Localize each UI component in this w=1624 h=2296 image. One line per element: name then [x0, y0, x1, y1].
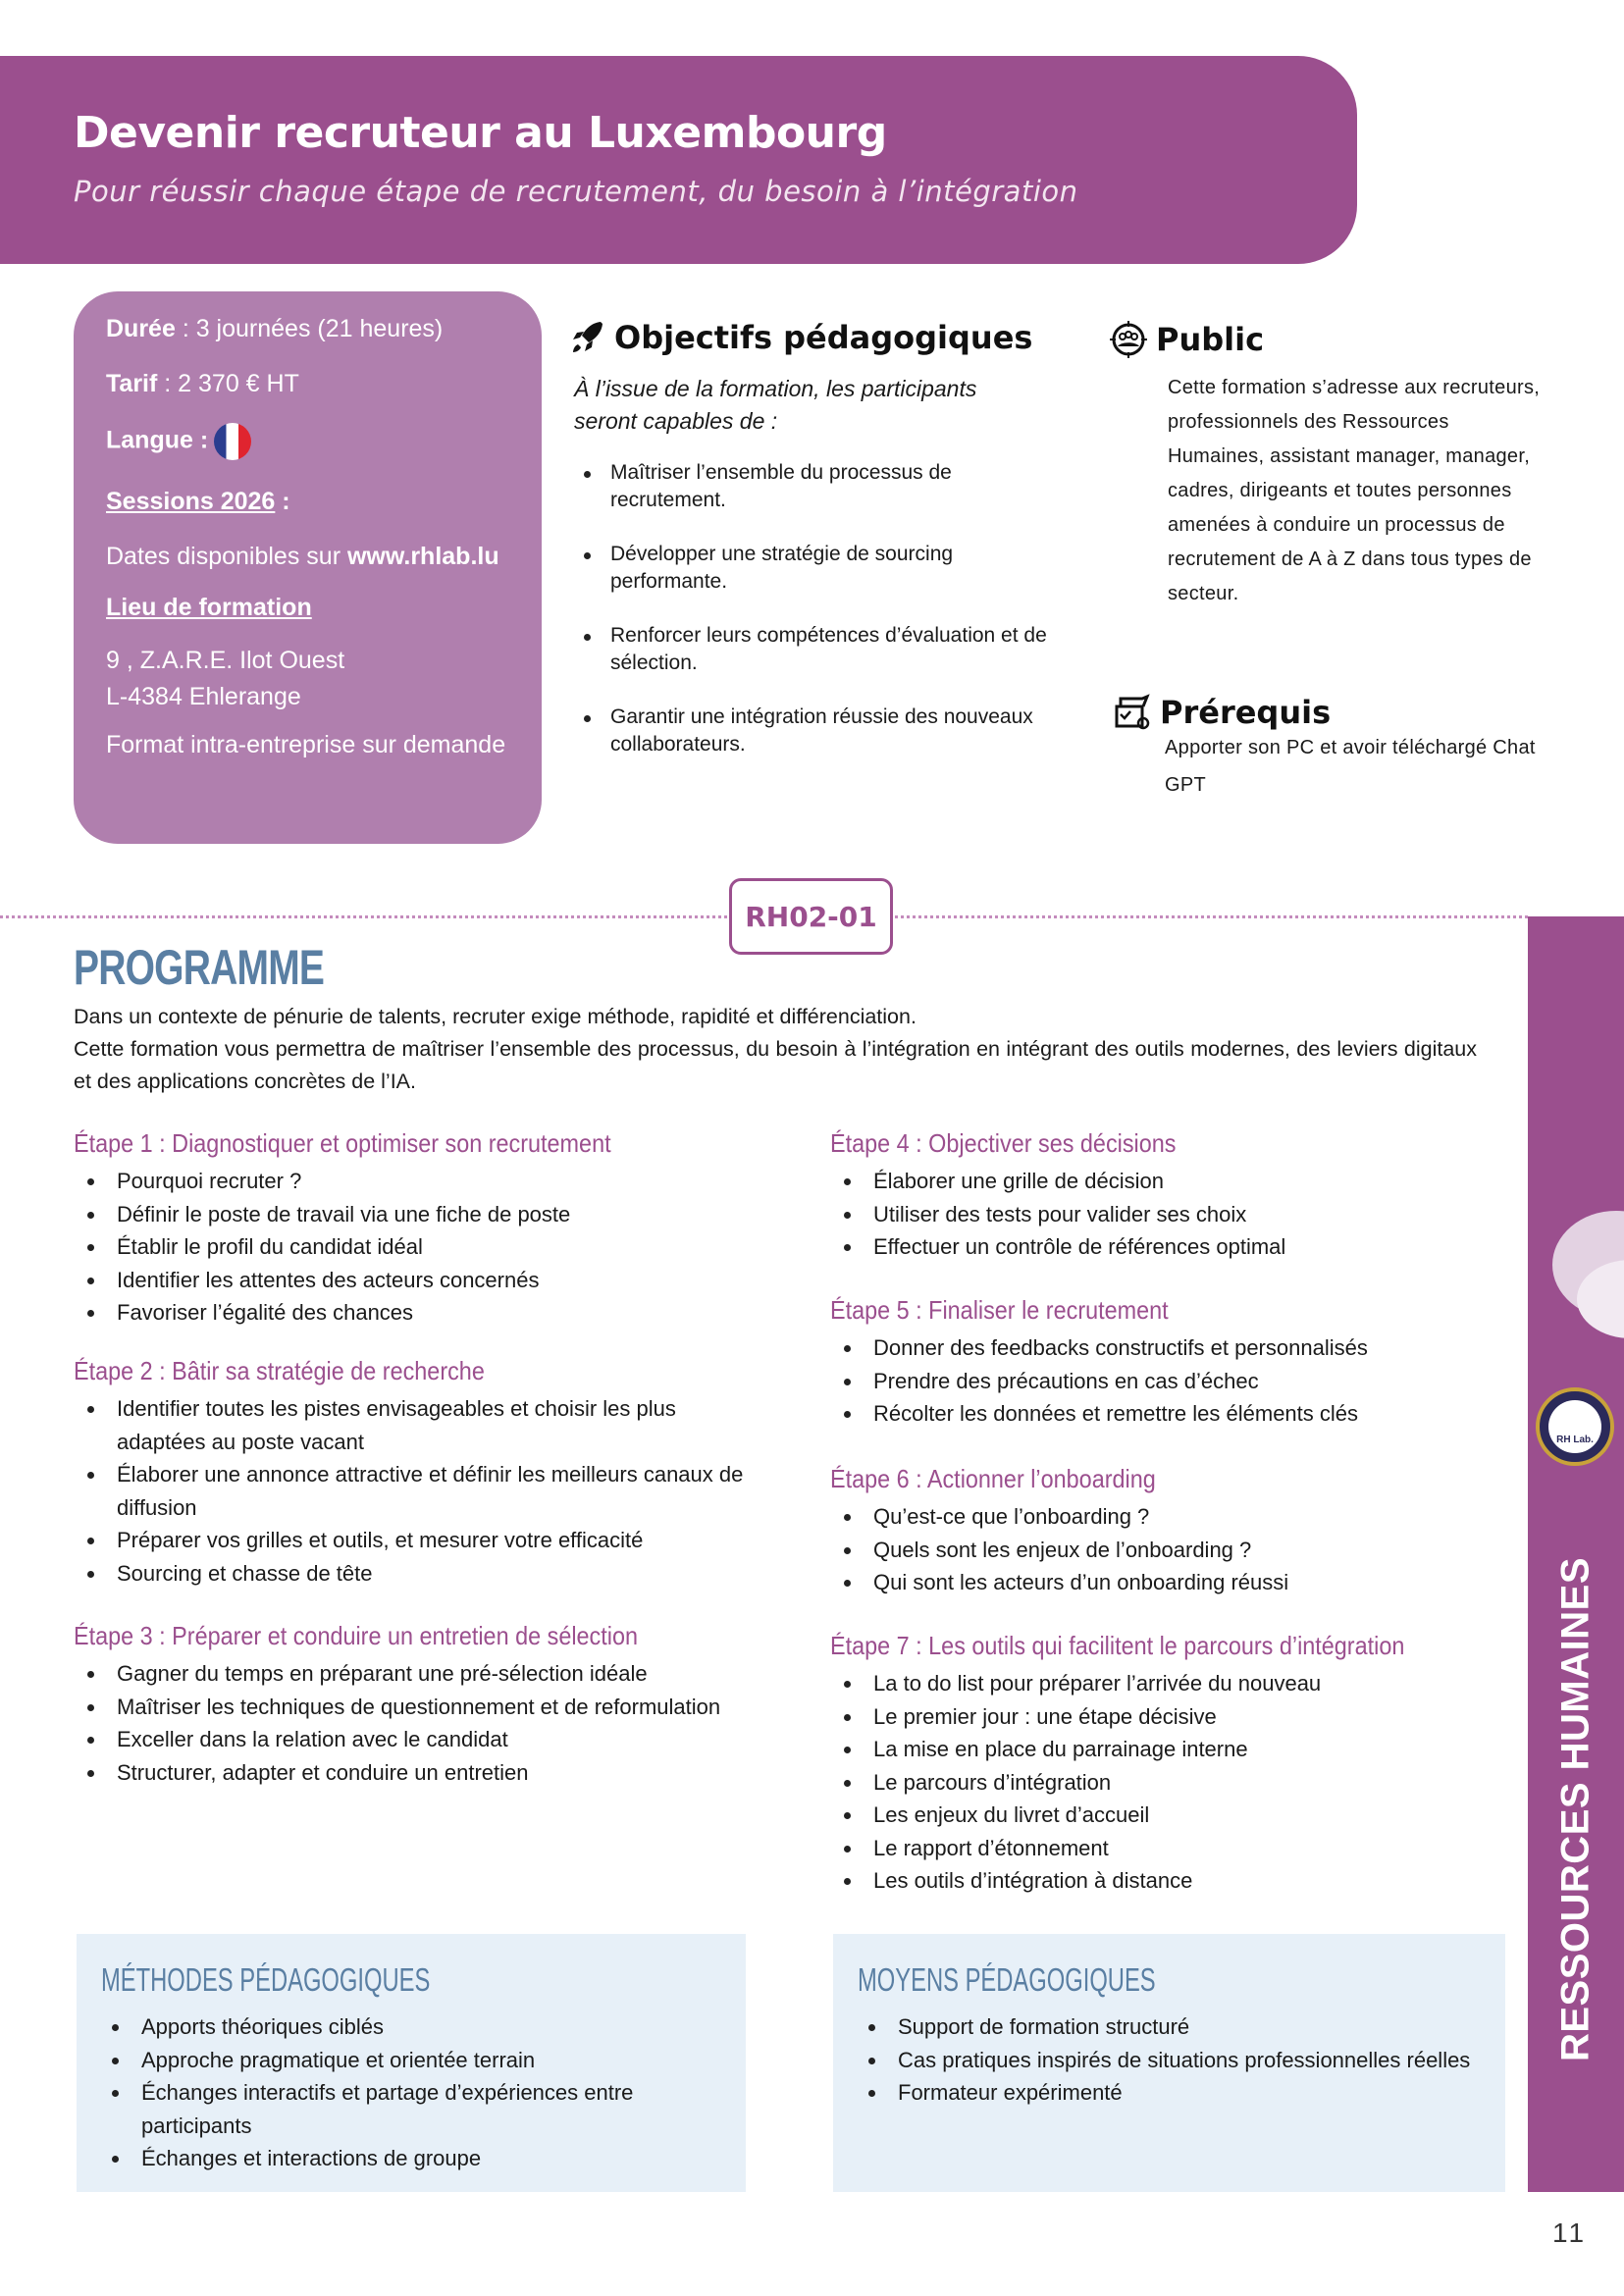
- list-item: Cas pratiques inspirés de situations professionnelles réelles: [855, 2044, 1505, 2077]
- list-item: Qu’est-ce que l’onboarding ?: [830, 1500, 1478, 1534]
- list-item: Le premier jour : une étape décisive: [830, 1700, 1478, 1734]
- list-item: Les outils d’intégration à distance: [830, 1864, 1478, 1898]
- list-item: Définir le poste de travail via une fiche de poste: [74, 1198, 760, 1231]
- list-item: Échanges interactifs et partage d’expériences entre participants: [98, 2076, 746, 2142]
- methods-box: [77, 1934, 746, 2192]
- objectives-intro: À l’issue de la formation, les participants seront capables de :: [574, 376, 977, 434]
- page-subtitle: Pour réussir chaque étape de recrutement, du besoin à l’intégration: [74, 175, 1078, 208]
- list-item: Quels sont les enjeux de l’onboarding ?: [830, 1534, 1478, 1567]
- list-item: Maîtriser l’ensemble du processus de recrutement.: [584, 459, 1055, 514]
- list-item: Élaborer une grille de décision: [830, 1165, 1478, 1198]
- french-flag-icon: [214, 423, 251, 460]
- address-line-1: 9 , Z.A.R.E. Ilot Ouest: [106, 647, 345, 674]
- public-heading: Public: [1109, 320, 1264, 359]
- methodes-list: [98, 2010, 746, 2175]
- website-link[interactable]: www.rhlab.lu: [346, 543, 499, 570]
- programme-step: [830, 1128, 1478, 1264]
- step-title: Étape 1 : Diagnostiquer et optimiser son recrutement: [74, 1128, 611, 1158]
- list-item: Échanges et interactions de groupe: [98, 2142, 746, 2175]
- list-item: Prendre des précautions en cas d’échec: [830, 1365, 1478, 1398]
- step-title: Étape 2 : Bâtir sa stratégie de recherche: [74, 1356, 485, 1385]
- list-item: Donner des feedbacks constructifs et personnalisés: [830, 1331, 1478, 1365]
- programme-step: [830, 1464, 1478, 1599]
- step-title: Étape 4 : Objectiver ses décisions: [830, 1128, 1177, 1158]
- list-item: La mise en place du parrainage interne: [830, 1733, 1478, 1766]
- sessions: Sessions 2026 :: [106, 488, 290, 515]
- dates: Dates disponibles sur www.rhlab.lu: [106, 543, 499, 570]
- page-title: Devenir recruteur au Luxembourg: [74, 108, 887, 158]
- step-title: Étape 7 : Les outils qui facilitent le parcours d’intégration: [830, 1631, 1405, 1660]
- list-item: Récolter les données et remettre les éléments clés: [830, 1397, 1478, 1431]
- programme-title: PROGRAMME: [74, 940, 325, 995]
- programme-intro: [74, 1001, 1477, 1098]
- public-text: Cette formation s’adresse aux recruteurs, professionnels des Ressources Humaines, assistant manager, manager, cadres, dirigeants et toutes personnes amenées à conduire un processus de recrutement de A à Z dans tous types de secteur.: [1168, 377, 1541, 604]
- address-line-2: L-4384 Ehlerange: [106, 683, 301, 710]
- list-item: Favoriser l’égalité des chances: [74, 1296, 760, 1330]
- programme-step: [74, 1621, 760, 1789]
- list-item: Pourquoi recruter ?: [74, 1165, 760, 1198]
- programme-step: [74, 1356, 760, 1590]
- list-item: Le rapport d’étonnement: [830, 1832, 1478, 1865]
- list-item: Identifier les attentes des acteurs concernés: [74, 1264, 760, 1297]
- category-label: RESSOURCES HUMAINES: [1553, 1556, 1598, 2062]
- step-list: [830, 1500, 1478, 1599]
- list-item: Effectuer un contrôle de références optimal: [830, 1230, 1478, 1264]
- list-item: Apports théoriques ciblés: [98, 2010, 746, 2044]
- list-item: Qui sont les acteurs d’un onboarding réussi: [830, 1566, 1478, 1599]
- list-item: Renforcer leurs compétences d’évaluation et de sélection.: [584, 622, 1055, 677]
- step-list: [830, 1165, 1478, 1264]
- prerequisites-icon: [1113, 693, 1152, 732]
- list-item: Sourcing et chasse de tête: [74, 1557, 760, 1591]
- prerequisites-text: Apporter son PC et avoir téléchargé Chat GPT: [1165, 737, 1536, 796]
- price: Tarif : 2 370 € HT: [106, 370, 299, 397]
- step-list: [74, 1165, 760, 1330]
- list-item: Élaborer une annonce attractive et définir les meilleurs canaux de diffusion: [74, 1458, 760, 1524]
- step-title: Étape 6 : Actionner l’onboarding: [830, 1464, 1156, 1493]
- step-list: [74, 1657, 760, 1789]
- step-title: Étape 5 : Finaliser le recrutement: [830, 1295, 1169, 1325]
- rocket-icon: [567, 318, 606, 357]
- list-item: Le parcours d’intégration: [830, 1766, 1478, 1800]
- list-item: Maîtriser les techniques de questionnement et de reformulation: [74, 1691, 760, 1724]
- list-item: Garantir une intégration réussie des nouveaux collaborateurs.: [584, 704, 1055, 758]
- programme-step: [830, 1631, 1478, 1898]
- list-item: Préparer vos grilles et outils, et mesurer votre efficacité: [74, 1524, 760, 1557]
- intro-line: Dans un contexte de pénurie de talents, recruter exige méthode, rapidité et différenciation.: [74, 1005, 917, 1028]
- list-item: Gagner du temps en préparant une pré-sélection idéale: [74, 1657, 760, 1691]
- list-item: Développer une stratégie de sourcing performante.: [584, 541, 1055, 596]
- list-item: Utiliser des tests pour valider ses choix: [830, 1198, 1478, 1231]
- list-item: Établir le profil du candidat idéal: [74, 1230, 760, 1264]
- header-banner: [0, 56, 1357, 264]
- step-list: [830, 1331, 1478, 1431]
- moyens-list: [855, 2010, 1505, 2110]
- language: Langue :: [106, 423, 251, 460]
- objectives-heading: Objectifs pédagogiques: [567, 318, 1032, 357]
- intro-paragraph: Cette formation vous permettra de maîtriser l’ensemble des processus, du besoin à l’intégration en intégrant des outils modernes, des leviers digitaux et des applications concrètes de l’IA.: [74, 1037, 1477, 1093]
- category-sidebar: [1528, 916, 1624, 2192]
- info-card: [74, 291, 542, 844]
- list-item: Approche pragmatique et orientée terrain: [98, 2044, 746, 2077]
- programme-step: [74, 1128, 760, 1330]
- methods-title: MÉTHODES PÉDAGOGIQUES: [101, 1961, 431, 1998]
- page-number: 11: [1552, 2218, 1588, 2248]
- list-item: Formateur expérimenté: [855, 2076, 1505, 2110]
- prerequisites-heading: Prérequis: [1113, 693, 1331, 732]
- step-title: Étape 3 : Préparer et conduire un entretien de sélection: [74, 1621, 638, 1650]
- list-item: Exceller dans la relation avec le candidat: [74, 1723, 760, 1756]
- list-item: Support de formation structuré: [855, 2010, 1505, 2044]
- step-list: [74, 1392, 760, 1590]
- certified-logo: RH Lab.: [1536, 1387, 1614, 1466]
- list-item: Identifier toutes les pistes envisageables et choisir les plus adaptées au poste vacant: [74, 1392, 760, 1458]
- format: Format intra-entreprise sur demande: [106, 731, 506, 758]
- objectives-list: [584, 459, 1055, 785]
- target-audience-icon: [1109, 320, 1148, 359]
- list-item: Structurer, adapter et conduire un entretien: [74, 1756, 760, 1790]
- list-item: Les enjeux du livret d’accueil: [830, 1799, 1478, 1832]
- programme-step: [830, 1295, 1478, 1431]
- duration: Durée : 3 journées (21 heures): [106, 315, 444, 342]
- means-box: [833, 1934, 1505, 2192]
- list-item: La to do list pour préparer l’arrivée du nouveau: [830, 1667, 1478, 1700]
- course-code-badge: RH02-01: [729, 878, 893, 955]
- step-list: [830, 1667, 1478, 1898]
- location-label: Lieu de formation: [106, 594, 312, 621]
- means-title: MOYENS PÉDAGOGIQUES: [858, 1961, 1156, 1998]
